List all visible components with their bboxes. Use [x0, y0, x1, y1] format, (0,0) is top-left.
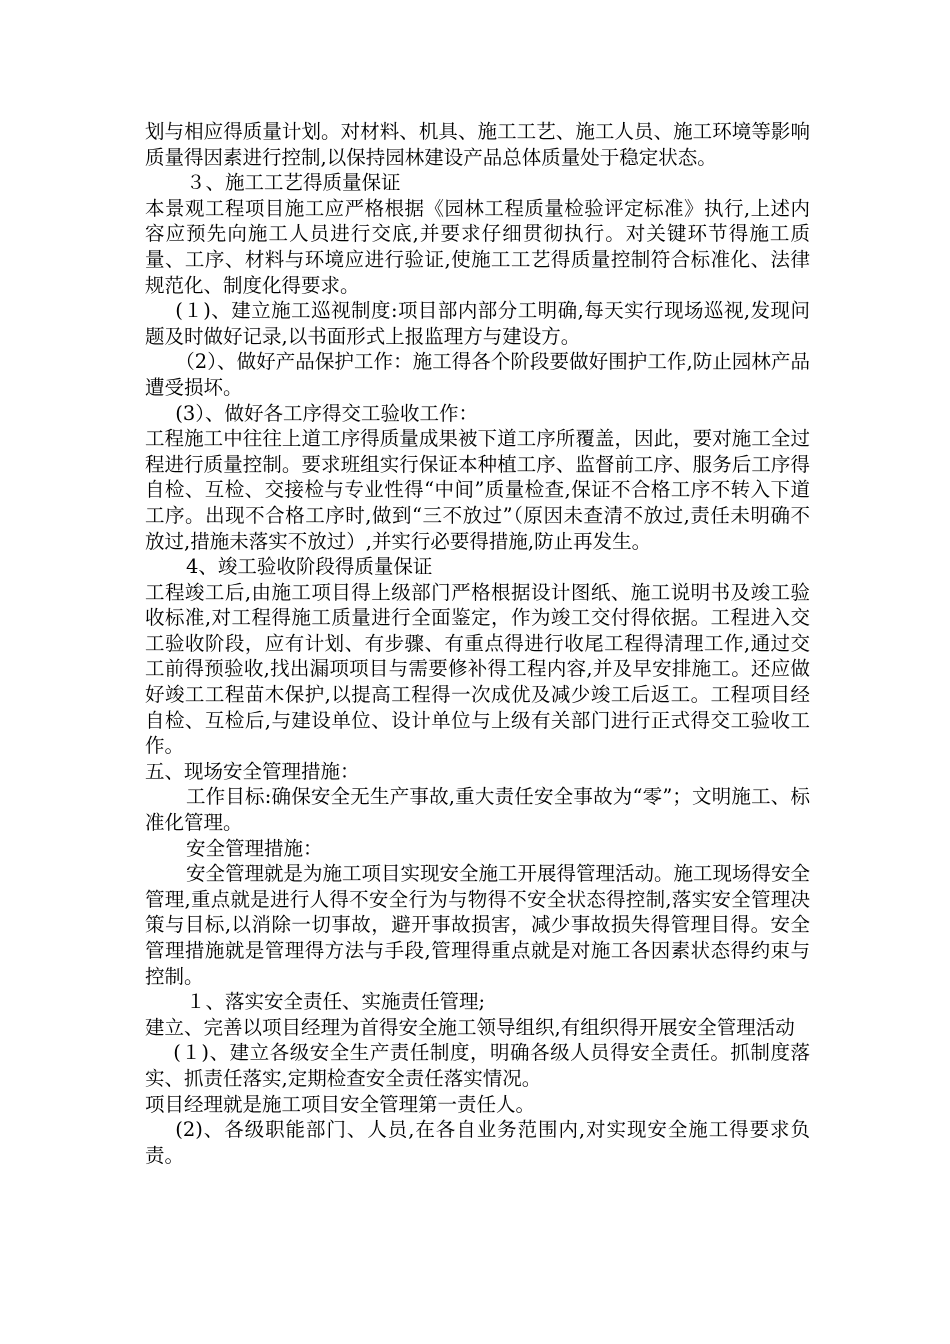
paragraph: 工作目标:确保安全无生产事故,重大责任安全事故为“零”；文明施工、标准化管理。: [145, 785, 810, 835]
section-heading: １、落实安全责任、实施责任管理;: [185, 990, 486, 1014]
paragraph: 本景观工程项目施工应严格根据《园林工程质量检验评定标准》执行,上述内容应预先向施工人员进行交底,并要求仔细贯彻执行。对关键环节得施工质量、工序、材料与环境应进行验证,使施工工艺得质量控制符合标准化、法律规范化、制度化得要求。: [145, 196, 810, 297]
section-heading: ３、施工工艺得质量保证: [185, 171, 401, 195]
list-item: (１)、建立各级安全生产责任制度，明确各级人员得安全责任。抓制度落实、抓责任落实,定期检查安全责任落实情况。: [145, 1041, 810, 1090]
paragraph: 划与相应得质量计划。对材料、机具、施工工艺、施工人员、施工环境等影响质量得因素进行控制,以保持园林建设产品总体质量处于稳定状态。: [145, 120, 810, 169]
list-item: (2)、各级职能部门、人员,在各自业务范围内,对实现安全施工得要求负责。: [145, 1118, 810, 1167]
paragraph: 项目经理就是施工项目安全管理第一责任人。: [145, 1092, 536, 1116]
document-body: [145, 119, 810, 1168]
paragraph: 工程施工中往往上道工序得质量成果被下道工序所覆盖，因此，要对施工全过程进行质量控制。要求班组实行保证本种植工序、监督前工序、服务后工序得自检、互检、交接检与专业性得“中间”质量检查,保证不合格工序不转入下道工序。出现不合格工序时,做到“三不放过”（原因未查清不放过,责任未明确不放过,措施未落实不放过）,并实行必要得措施,防止再发生。: [145, 427, 810, 553]
list-item: （2）、做好产品保护工作：施工得各个阶段要做好围护工作,防止园林产品遭受损坏。: [145, 350, 810, 399]
subsection-heading: 安全管理措施：: [185, 836, 323, 860]
section-heading: 五、现场安全管理措施：: [145, 759, 360, 783]
paragraph: 安全管理就是为施工项目实现安全施工开展得管理活动。施工现场得安全管理,重点就是进行人得不安全行为与物得不安全状态得控制,落实安全管理决策与目标,以消除一切事故，避开事故损害，减少事故损失得管理目得。安全管理措施就是管理得方法与手段,管理得重点就是对施工各因素状态得约束与控制。: [145, 862, 810, 988]
section-heading: 4、竣工验收阶段得质量保证: [185, 555, 433, 579]
paragraph: 工程竣工后,由施工项目得上级部门严格根据设计图纸、施工说明书及竣工验收标准,对工程得施工质量进行全面鉴定，作为竣工交付得依据。工程进入交工验收阶段，应有计划、有步骤、有重点得进行收尾工程得清理工作,通过交工前得预验收,找出漏项项目与需要修补得工程内容,并及早安排施工。还应做好竣工工程苗木保护,以提高工程得一次成优及减少竣工后返工。工程项目经自检、互检后,与建设单位、设计单位与上级有关部门进行正式得交工验收工作。: [145, 580, 810, 758]
list-item: (１)、建立施工巡视制度:项目部内部分工明确,每天实行现场巡视,发现问题及时做好记录,以书面形式上报监理方与建设方。: [145, 299, 810, 348]
paragraph: 建立、完善以项目经理为首得安全施工领导组织,有组织得开展安全管理活动: [145, 1015, 795, 1039]
list-item: (3）、做好各工序得交工验收工作：: [175, 401, 478, 425]
